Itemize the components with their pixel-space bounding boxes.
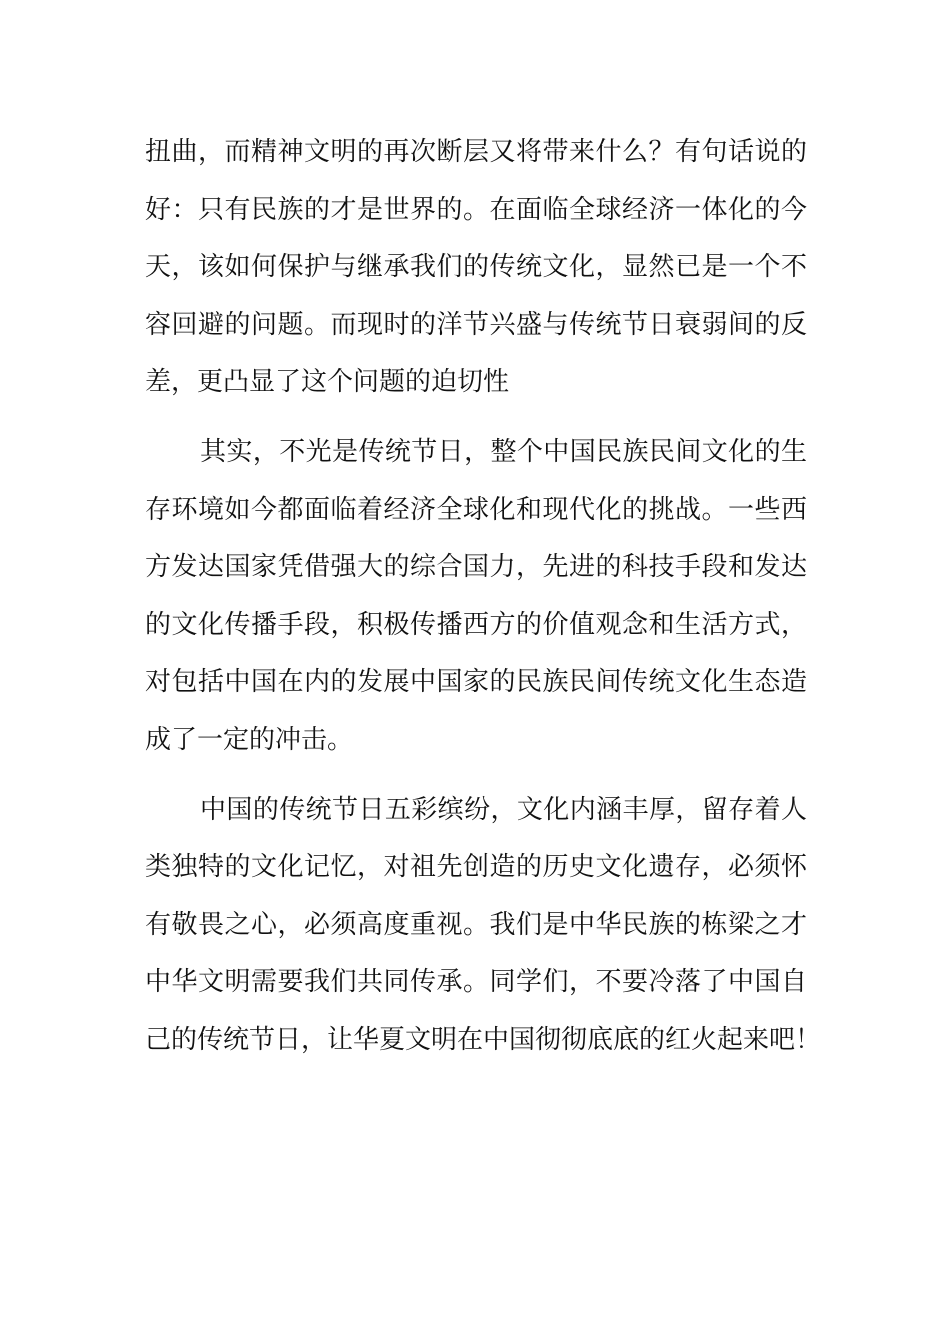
paragraph-1: [145, 124, 807, 412]
text-line: 己的传统节日，让华夏文明在中国彻彻底底的红火起来吧！: [145, 1024, 822, 1055]
text-line: 其实，不光是传统节日，整个中国民族民间文化的生: [200, 436, 807, 467]
text-line: 中华文明需要我们共同传承。同学们，不要冷落了中国自: [145, 967, 807, 998]
paragraph-3: [145, 782, 822, 1070]
document-body: [145, 124, 822, 1070]
text-line: 中国的传统节日五彩缤纷，文化内涵丰厚，留存着人: [200, 794, 807, 825]
text-line: 天，该如何保护与继承我们的传统文化，显然已是一个不: [145, 252, 807, 283]
text-line: 方发达国家凭借强大的综合国力，先进的科技手段和发达: [145, 552, 807, 583]
text-line: 扭曲，而精神文明的再次断层又将带来什么？有句话说的: [145, 137, 807, 167]
text-line: 类独特的文化记忆，对祖先创造的历史文化遗存，必须怀: [145, 852, 807, 883]
text-line: 对包括中国在内的发展中国家的民族民间传统文化生态造: [145, 667, 807, 698]
paragraph-2: [145, 424, 807, 770]
text-line: 差，更凸显了这个问题的迫切性: [145, 367, 510, 398]
text-line: 存环境如今都面临着经济全球化和现代化的挑战。一些西: [145, 494, 807, 525]
text-line: 好：只有民族的才是世界的。在面临全球经济一体化的今: [145, 194, 807, 225]
text-line: 容回避的问题。而现时的洋节兴盛与传统节日衰弱间的反: [145, 309, 807, 340]
text-line: 成了一定的冲击。: [145, 724, 354, 755]
text-line: 的文化传播手段，积极传播西方的价值观念和生活方式，: [145, 609, 807, 640]
text-line: 有敬畏之心，必须高度重视。我们是中华民族的栋梁之才: [145, 909, 807, 940]
